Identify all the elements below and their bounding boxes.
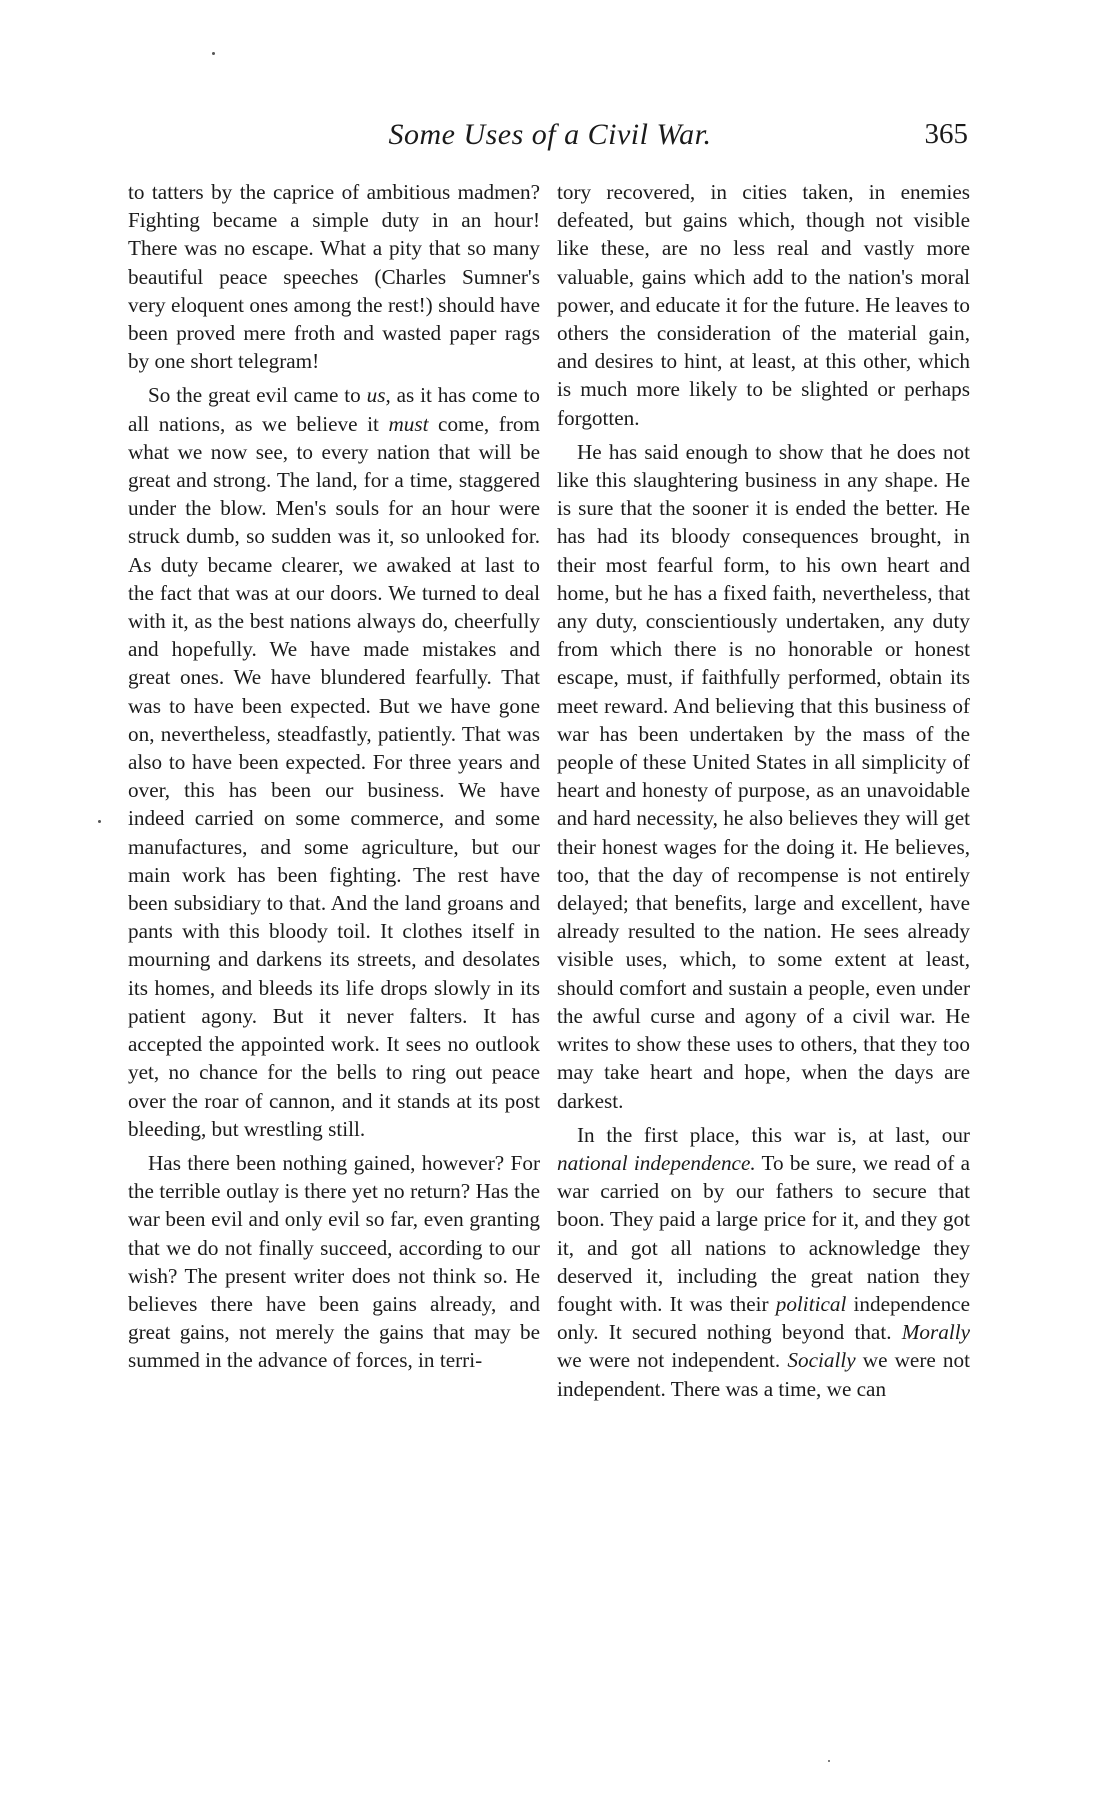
text-run: , as it has come to all nations, as we believe it bbox=[128, 383, 540, 436]
running-title: Some Uses of a Civil War. bbox=[388, 118, 712, 151]
paper-speck bbox=[828, 1760, 830, 1762]
paragraph: tory recovered, in cities taken, in enemies defeated, but gains which, though not visible like these, are no less real and vastly more valuable, gains which add to the nation's moral power, and educate it for the future. He leaves to others the consideration of the material gain, and desires to hint, at least, at this other, which is much more likely to be slighted or perhaps forgotten. bbox=[557, 180, 970, 430]
right-column bbox=[557, 178, 970, 1409]
italic-text: must bbox=[388, 411, 429, 436]
text-run: In the first place, this war is, at last, our bbox=[577, 1122, 970, 1147]
running-head bbox=[132, 118, 968, 158]
page-number: 365 bbox=[924, 118, 968, 150]
text-run: we were not independent. There was a time, we can bbox=[557, 1348, 970, 1401]
text-run: To be sure, we read of a war carried on by our fathers to secure that boon. They paid a large price for it, and they got it, and got all nations to acknowledge they deserved it, including the great nation they fought with. It was their bbox=[557, 1150, 970, 1316]
text-run: come, from what we now see, to every nation that will be great and strong. The land, for a time, staggered under the blow. Men's souls for an hour were struck dumb, so sudden was it, so unlooked for. As duty became clearer, we awaked at last to the fact that was at our doors. We turned to deal with it, as the best nations always do, cheerfully and hopefully. We have made mistakes and great ones. We have blundered fearfully. That was to have been expected. But we have gone on, nevertheless, steadfastly, patiently. That was also to have been expected. For three years and over, this has been our business. We have indeed carried on some commerce, and some manufactures, and some agriculture, but our main work has been fighting. The rest have been subsidiary to that. And the land groans and pants with this bloody toil. It clothes itself in mourning and darkens its streets, and desolates its homes, and bleeds its life drops slowly in its patient agony. But it never falters. It has accepted the appointed work. It sees no outlook yet, no chance for the bells to ring out peace over the roar of cannon, and it stands at its post bleeding, but wrestling still. bbox=[128, 411, 540, 1141]
text-run: independence only. It secured nothing beyond that. bbox=[557, 1291, 970, 1345]
italic-text: Socially bbox=[787, 1348, 856, 1373]
paragraph: Has there been nothing gained, however? For the terrible outlay is there yet no return? Has the war been evil and only evil so far, even granting that we do not finally succeed, according to our wish? The present writer does not think so. He believes there have been gains already, and great gains, not merely the gains that may be summed in the advance of forces, in terri- bbox=[128, 1150, 540, 1373]
left-column bbox=[128, 178, 540, 1381]
paper-speck bbox=[98, 820, 101, 823]
paper-speck bbox=[212, 52, 215, 55]
paragraph bbox=[557, 1121, 970, 1403]
paragraph bbox=[128, 381, 540, 1142]
italic-text: Morally bbox=[901, 1320, 970, 1345]
paragraph: to tatters by the caprice of ambitious madmen? Fighting became a simple duty in an hour! There was no escape. What a pity that so many beautiful peace speeches (Charles Sumner's very eloquent ones among the rest!) should have been proved mere froth and wasted paper rags by one short telegram! bbox=[128, 180, 540, 374]
text-run: we were not independent. bbox=[557, 1348, 788, 1373]
italic-text: political bbox=[775, 1291, 847, 1316]
italic-text: national independence. bbox=[557, 1150, 756, 1175]
text-run: So the great evil came to bbox=[148, 383, 367, 408]
paragraph: He has said enough to show that he does not like this slaughtering business in any shape. He is sure that the sooner it is ended the better. He has had its bloody consequences brought, in their most fearful form, to his own heart and home, but he has a fixed faith, nevertheless, that any duty, conscientiously undertaken, any duty from which there is no honorable or honest escape, must, if faithfully performed, obtain its meet reward. And believing that this business of war has been undertaken by the mass of the people of these United States in all simplicity of heart and honesty of purpose, as an unavoidable and hard necessity, he also believes they will get their honest wages for the doing it. He believes, too, that the day of recompense is not entirely delayed; that benefits, large and excellent, have already resulted to the nation. He sees already visible uses, which, to some extent at least, should comfort and sustain a people, even under the awful curse and agony of a civil war. He writes to show these uses to others, that they too may take heart and hope, when the days are darkest. bbox=[557, 439, 970, 1113]
italic-text: us bbox=[366, 383, 386, 408]
